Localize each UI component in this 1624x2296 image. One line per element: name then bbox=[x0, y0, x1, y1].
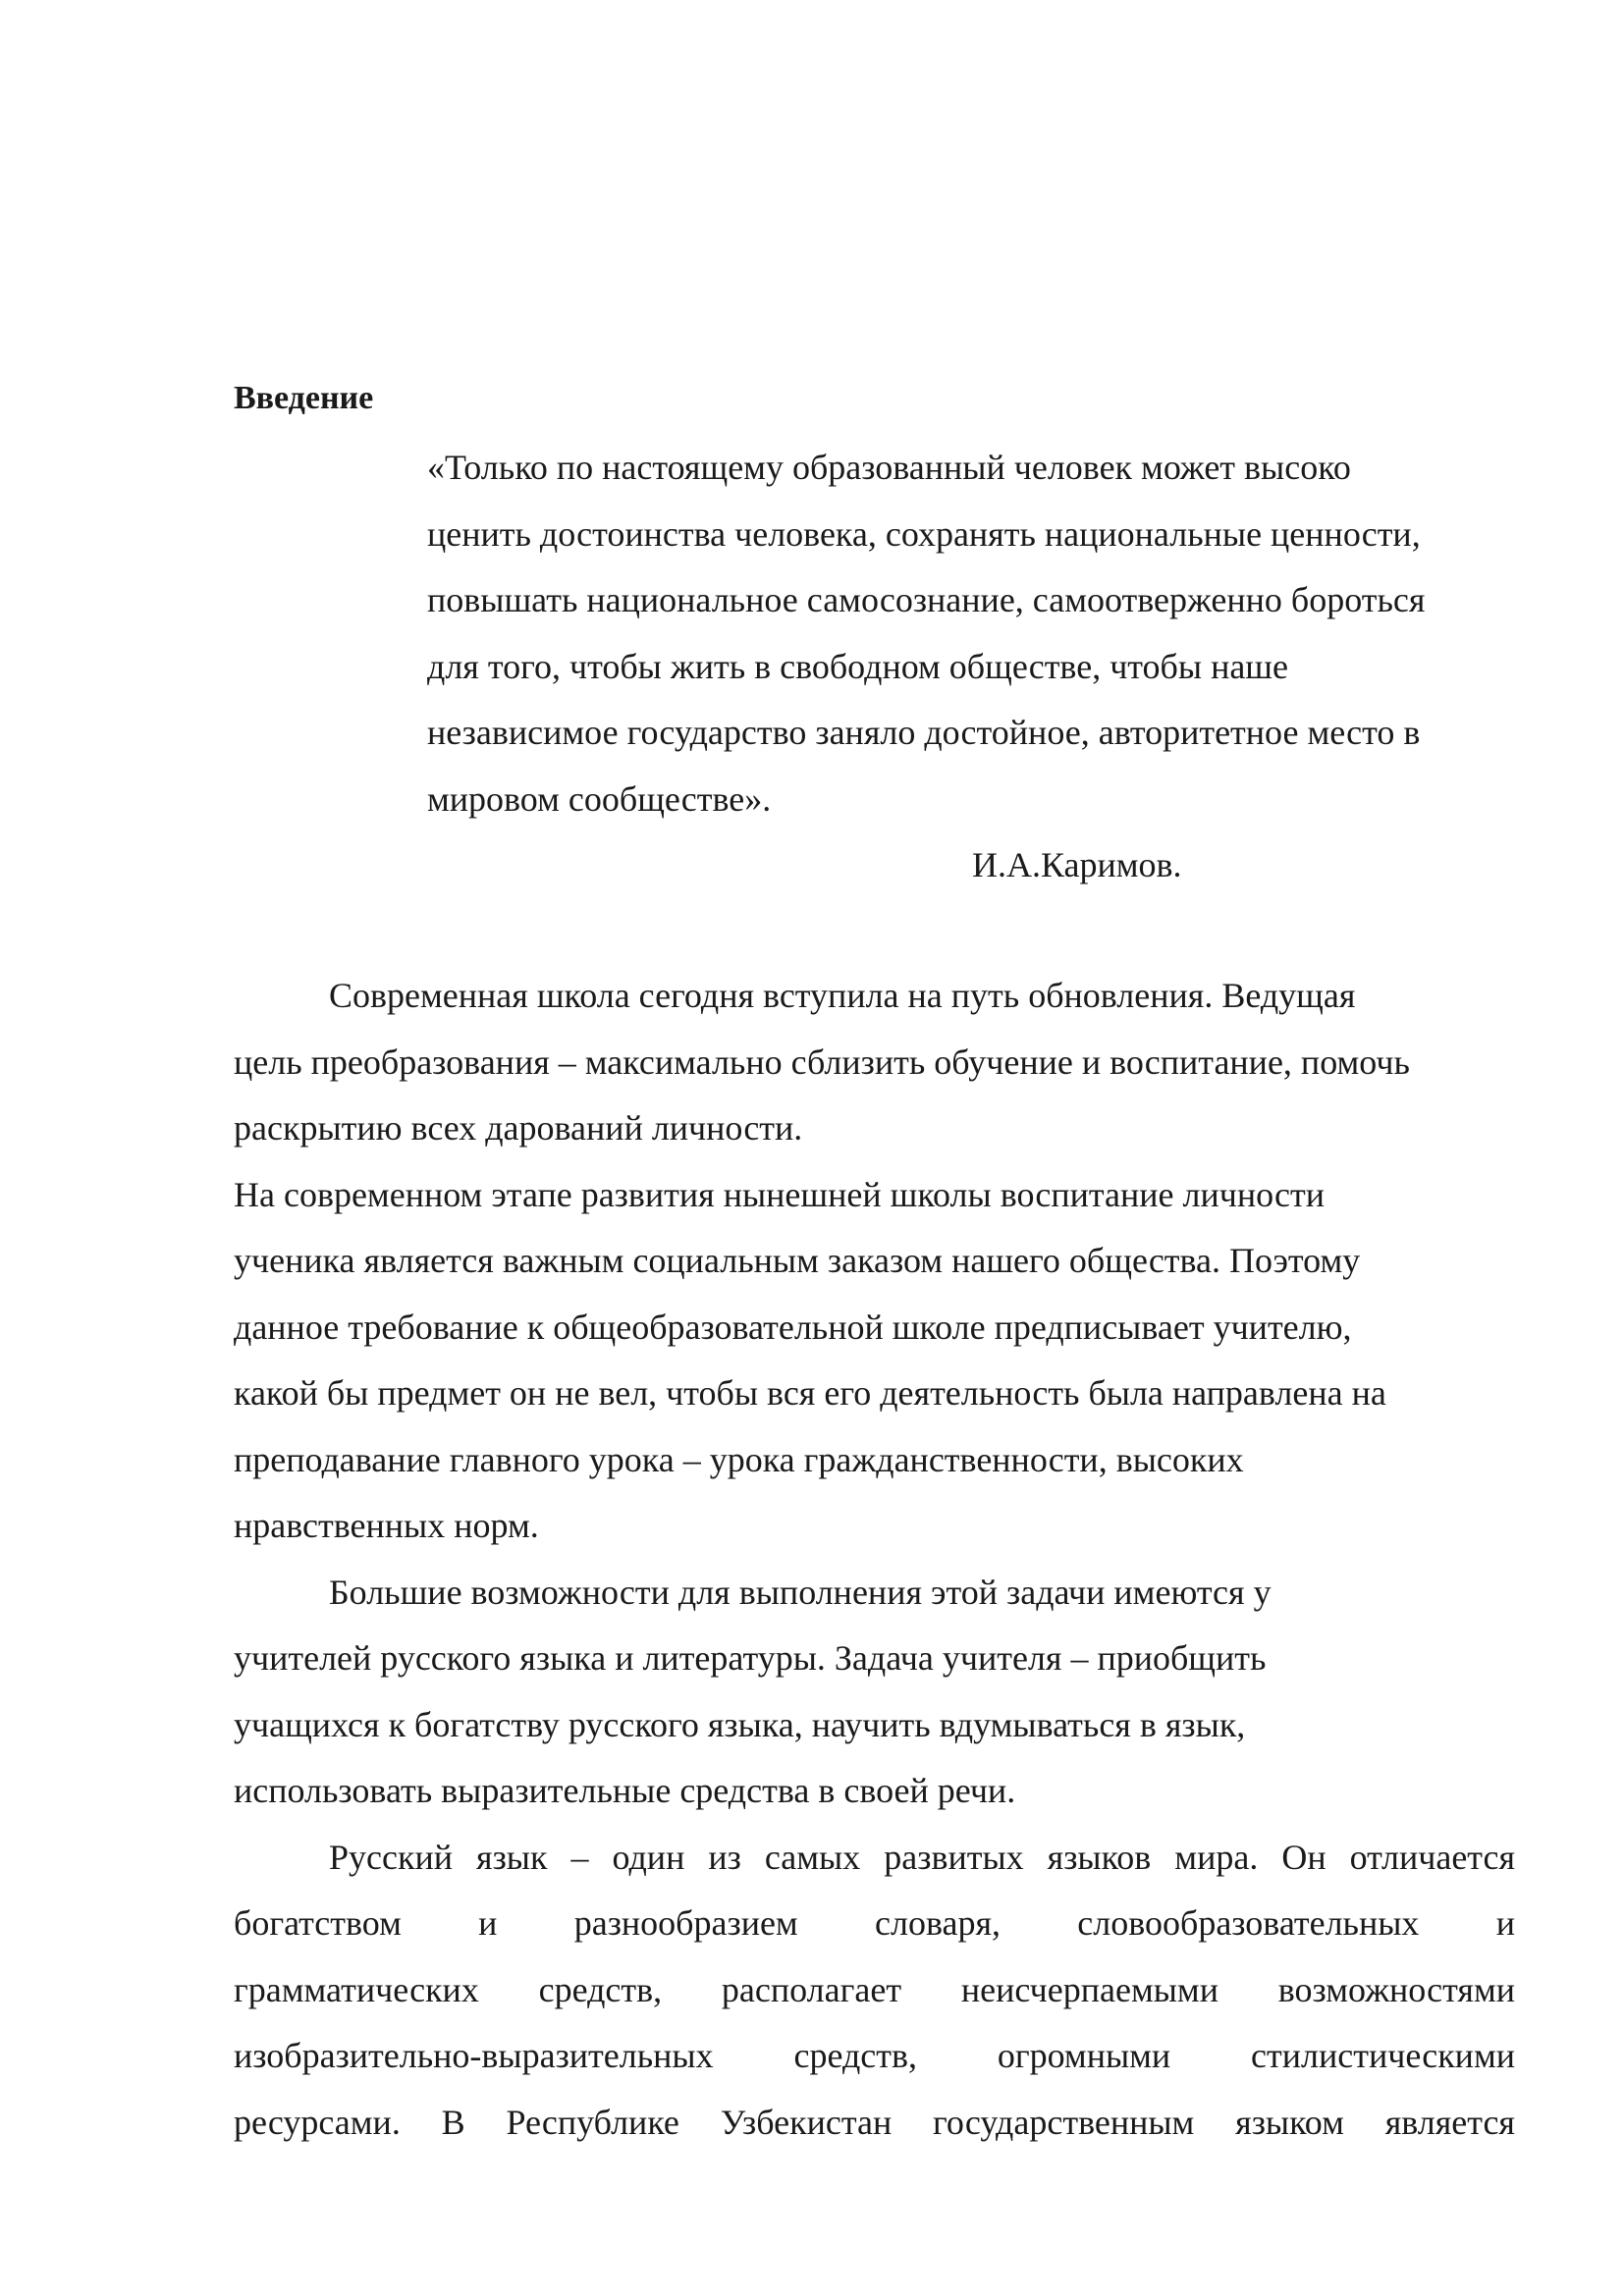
paragraph-line: преподавание главного урока – урока гражданственности, высоких bbox=[234, 1439, 1244, 1479]
paragraph-line: ресурсами. В Республике Узбекистан государственным языком является bbox=[234, 2102, 1515, 2142]
epigraph bbox=[427, 435, 1527, 884]
epigraph-line: повышать национальное самосознание, самоотверженно бороться bbox=[427, 580, 1426, 619]
section-heading: Введение bbox=[234, 380, 374, 416]
epigraph-line: «Только по настоящему образованный человек может высоко bbox=[427, 448, 1351, 487]
paragraph-line: Русский язык – один из самых развитых языков мира. Он отличается bbox=[329, 1837, 1515, 1877]
paragraph-line: Большие возможности для выполнения этой задачи имеются у bbox=[329, 1572, 1272, 1612]
epigraph-author: И.А.Каримов. bbox=[972, 845, 1182, 884]
paragraph-line: грамматических средств, располагает неисчерпаемыми возможностями bbox=[234, 1969, 1515, 2009]
paragraph-line: цель преобразования – максимально сблизить обучение и воспитание, помочь bbox=[234, 1041, 1410, 1082]
paragraph-line: учащихся к богатству русского языка, научить вдумываться в язык, bbox=[234, 1704, 1246, 1744]
paragraph-line: раскрытию всех дарований личности. bbox=[234, 1108, 803, 1148]
paragraph-line: какой бы предмет он не вел, чтобы вся его деятельность была направлена на bbox=[234, 1373, 1386, 1413]
body-text bbox=[234, 963, 1515, 2156]
paragraph-line: богатством и разнообразием словаря, словообразовательных и bbox=[234, 1903, 1515, 1943]
epigraph-line: независимое государство заняло достойное, авторитетное место в bbox=[427, 713, 1421, 752]
paragraph-line: учителей русского языка и литературы. Задача учителя – приобщить bbox=[234, 1638, 1267, 1678]
paragraph-line: данное требование к общеобразовательной школе предписывает учителю, bbox=[234, 1307, 1352, 1347]
paragraph-line: нравственных норм. bbox=[234, 1506, 539, 1545]
epigraph-line: ценить достоинства человека, сохранять национальные ценности, bbox=[427, 513, 1421, 554]
paragraph-line: Современная школа сегодня вступила на путь обновления. Ведущая bbox=[329, 976, 1356, 1015]
paragraph-line: ученика является важным социальным заказом нашего общества. Поэтому bbox=[234, 1241, 1361, 1280]
paragraph-line: использовать выразительные средства в своей речи. bbox=[234, 1771, 1016, 1810]
paragraph-line: изобразительно-выразительных средств, огромными стилистическими bbox=[234, 2036, 1515, 2075]
paragraph-line: На современном этапе развития нынешней школы воспитание личности bbox=[234, 1174, 1325, 1214]
epigraph-line: для того, чтобы жить в свободном обществе, чтобы наше bbox=[427, 646, 1289, 686]
epigraph-line: мировом сообществе». bbox=[427, 778, 772, 819]
